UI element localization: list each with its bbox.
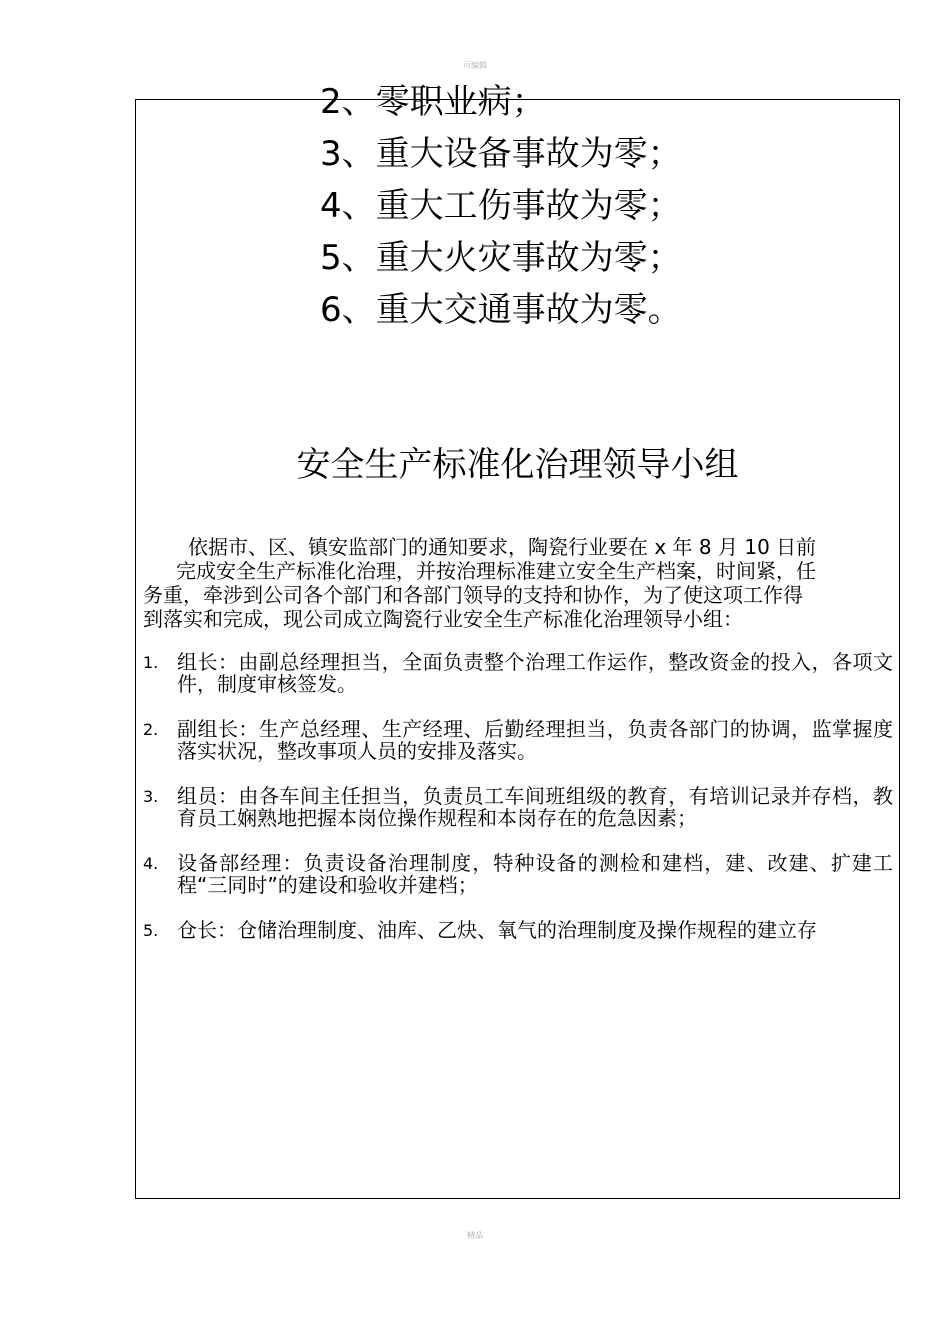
duty-item — [143, 852, 893, 896]
duties-list — [143, 651, 893, 964]
footer-watermark: 精品 — [467, 1231, 483, 1240]
duty-text: 组员：由各车间主任担当，负责员工车间班组级的教育，有培训记录并存档，教育员工娴熟地把握本岗位操作规程和本岗存在的危急因素； — [177, 784, 893, 830]
duty-text: 副组长：生产总经理、生产经理、后勤经理担当，负责各部门的协调，监掌握度落实状况，整改事项人员的安排及落实。 — [177, 717, 893, 763]
duty-text: 设备部经理：负责设备治理制度，特种设备的测检和建档，建、改建、扩建工程“三同时”的建设和验收并建档； — [177, 851, 893, 897]
intro-line: 完成安全生产标准化治理，并按治理标准建立安全生产档案，时间紧，任 — [176, 559, 816, 583]
goal-item: 2、零职业病； — [320, 82, 546, 122]
goal-item: 5、重大火灾事故为零； — [320, 238, 682, 278]
duty-number: 1. — [143, 653, 159, 672]
header-watermark: 可编辑 — [463, 61, 487, 70]
goal-item: 6、重大交通事故为零。 — [320, 290, 682, 330]
duty-number: 4. — [143, 854, 159, 873]
duty-text: 仓长：仓储治理制度、油库、乙炔、氧气的治理制度及操作规程的建立存 — [177, 918, 817, 942]
section-title: 安全生产标准化治理领导小组 — [296, 445, 739, 485]
duty-item — [143, 919, 893, 941]
duty-number: 2. — [143, 720, 159, 739]
intro-line: 依据市、区、镇安监部门的通知要求，陶瓷行业要在 x 年 8 月 10 日前 — [188, 535, 817, 559]
duty-item — [143, 651, 893, 695]
intro-paragraph — [143, 535, 893, 631]
duty-item — [143, 785, 893, 829]
goal-item: 3、重大设备事故为零； — [320, 134, 682, 174]
duty-item — [143, 718, 893, 762]
duty-text: 组长：由副总经理担当，全面负责整个治理工作运作，整改资金的投入，各项文件，制度审核签发。 — [177, 650, 893, 696]
goal-item: 4、重大工伤事故为零； — [320, 186, 682, 226]
intro-line: 务重，牵涉到公司各个部门和各部门领导的支持和协作，为了使这项工作得 — [143, 583, 803, 607]
duty-number: 5. — [143, 921, 159, 940]
safety-goals-list — [320, 76, 682, 336]
intro-line: 到落实和完成，现公司成立陶瓷行业安全生产标准化治理领导小组： — [143, 607, 743, 631]
duty-number: 3. — [143, 787, 159, 806]
